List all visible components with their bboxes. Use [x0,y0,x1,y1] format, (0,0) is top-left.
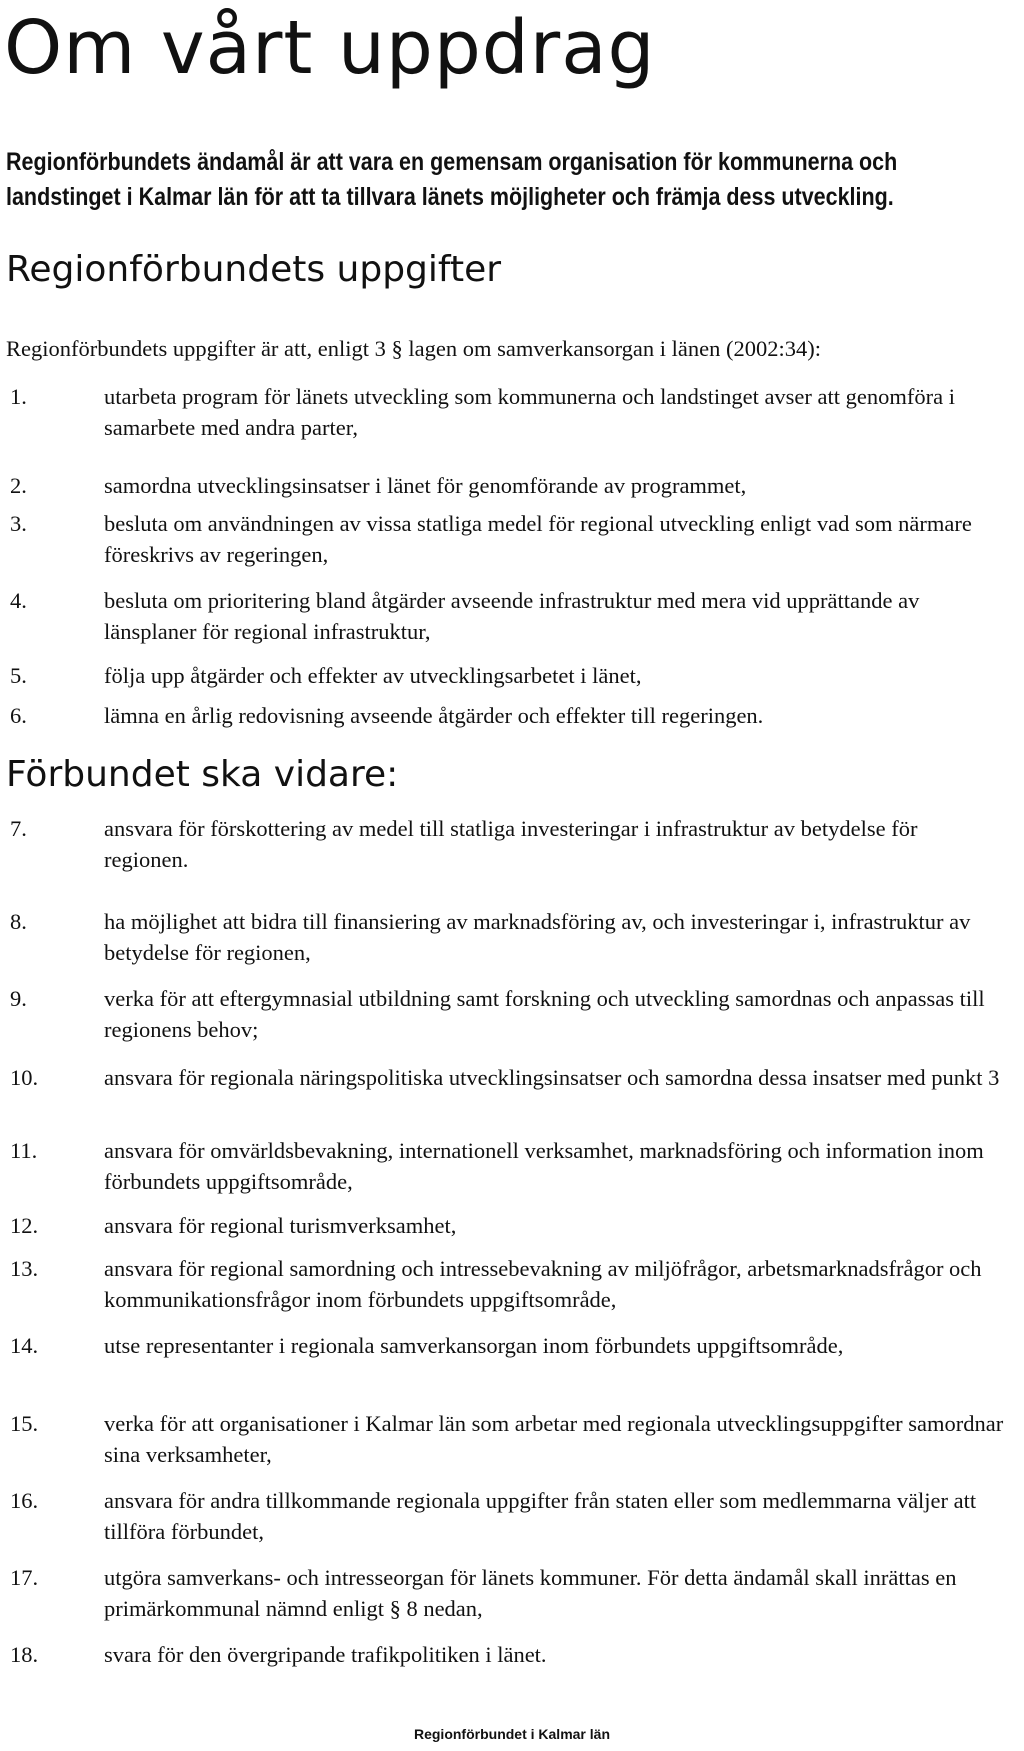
item-text: ansvara för förskottering av medel till statliga investeringar i infrastruktur av betydelse för regionen. [104,816,918,872]
item-text: ansvara för omvärldsbevakning, internationell verksamhet, marknadsföring och information inom förbundets uppgiftsområde, [104,1138,984,1194]
item-number: 7. [10,816,27,841]
item-number: 13. [10,1256,39,1281]
page-title: Om vårt uppdrag [4,5,656,91]
item-text: utarbeta program för länets utveckling som kommunerna och landstinget avser att genomföra i samarbete med andra parter, [104,384,955,440]
footer-text: Regionförbundet i Kalmar län [413,1726,610,1742]
item-text: verka för att organisationer i Kalmar län som arbetar med regionala utvecklingsuppgifter samordnar sina verksamheter, [104,1411,1004,1467]
item-number: 4. [10,588,27,613]
item-text: ansvara för andra tillkommande regionala uppgifter från staten eller som medlemmarna väljer att tillföra förbundet, [104,1488,977,1544]
item-number: 15. [10,1411,39,1436]
item-number: 6. [10,703,27,728]
item-number: 2. [10,473,27,498]
item-number: 10. [10,1065,39,1090]
item-text: ha möjlighet att bidra till finansiering av marknadsföring av, och investeringar i, infrastruktur av betydelse för regionen, [104,909,971,965]
item-number: 18. [10,1642,39,1667]
item-number: 5. [10,663,27,688]
item-number: 11. [10,1138,38,1163]
item-text: ansvara för regional samordning och intressebevakning av miljöfrågor, arbetsmarknadsfrågor och kommunikationsfrågor inom förbundets uppgiftsområde, [104,1256,982,1312]
item-text: utgöra samverkans- och intresseorgan för länets kommuner. För detta ändamål skall inrättas en primärkommunal nämnd enligt § 8 nedan, [104,1565,957,1621]
item-text: samordna utvecklingsinsatser i länet för genomförande av programmet, [104,473,747,498]
item-text: lämna en årlig redovisning avseende åtgärder och effekter till regeringen. [104,703,764,728]
item-text: svara för den övergripande trafikpolitiken i länet. [104,1642,547,1667]
section-heading-vidare: Förbundet ska vidare: [6,754,399,795]
lead-paragraph: Regionförbundets uppgifter är att, enligt 3 § lagen om samverkansorgan i länen (2002:34): [6,336,822,361]
item-number: 8. [10,909,27,934]
item-text: verka för att eftergymnasial utbildning samt forskning och utveckling samordnas och anpassas till regionens behov; [104,986,985,1042]
item-text: ansvara för regional turismverksamhet, [104,1213,457,1238]
item-number: 14. [10,1333,39,1358]
item-text: besluta om prioritering bland åtgärder avseende infrastruktur med mera vid upprättande av länsplaner för regional infrastruktur, [104,588,920,644]
item-number: 1. [10,384,27,409]
item-text: utse representanter i regionala samverkansorgan inom förbundets uppgiftsområde, [104,1333,844,1358]
item-number: 16. [10,1488,39,1513]
section-heading-uppgifter: Regionförbundets uppgifter [6,249,502,290]
item-text: besluta om användningen av vissa statliga medel för regional utveckling enligt vad som närmare föreskrivs av regeringen, [104,511,972,567]
intro-paragraph: Regionförbundets ändamål är att vara en gemensam organisation för kommunerna och landstinget i Kalmar län för att ta tillvara länets möjligheter och främja dess utveckling. [6,148,898,211]
item-number: 17. [10,1565,39,1590]
item-text: ansvara för regionala näringspolitiska utvecklingsinsatser och samordna dessa insatser med punkt 3 [104,1065,1000,1090]
item-number: 9. [10,986,27,1011]
item-number: 3. [10,511,27,536]
item-number: 12. [10,1213,39,1238]
item-text: följa upp åtgärder och effekter av utvecklingsarbetet i länet, [104,663,642,688]
